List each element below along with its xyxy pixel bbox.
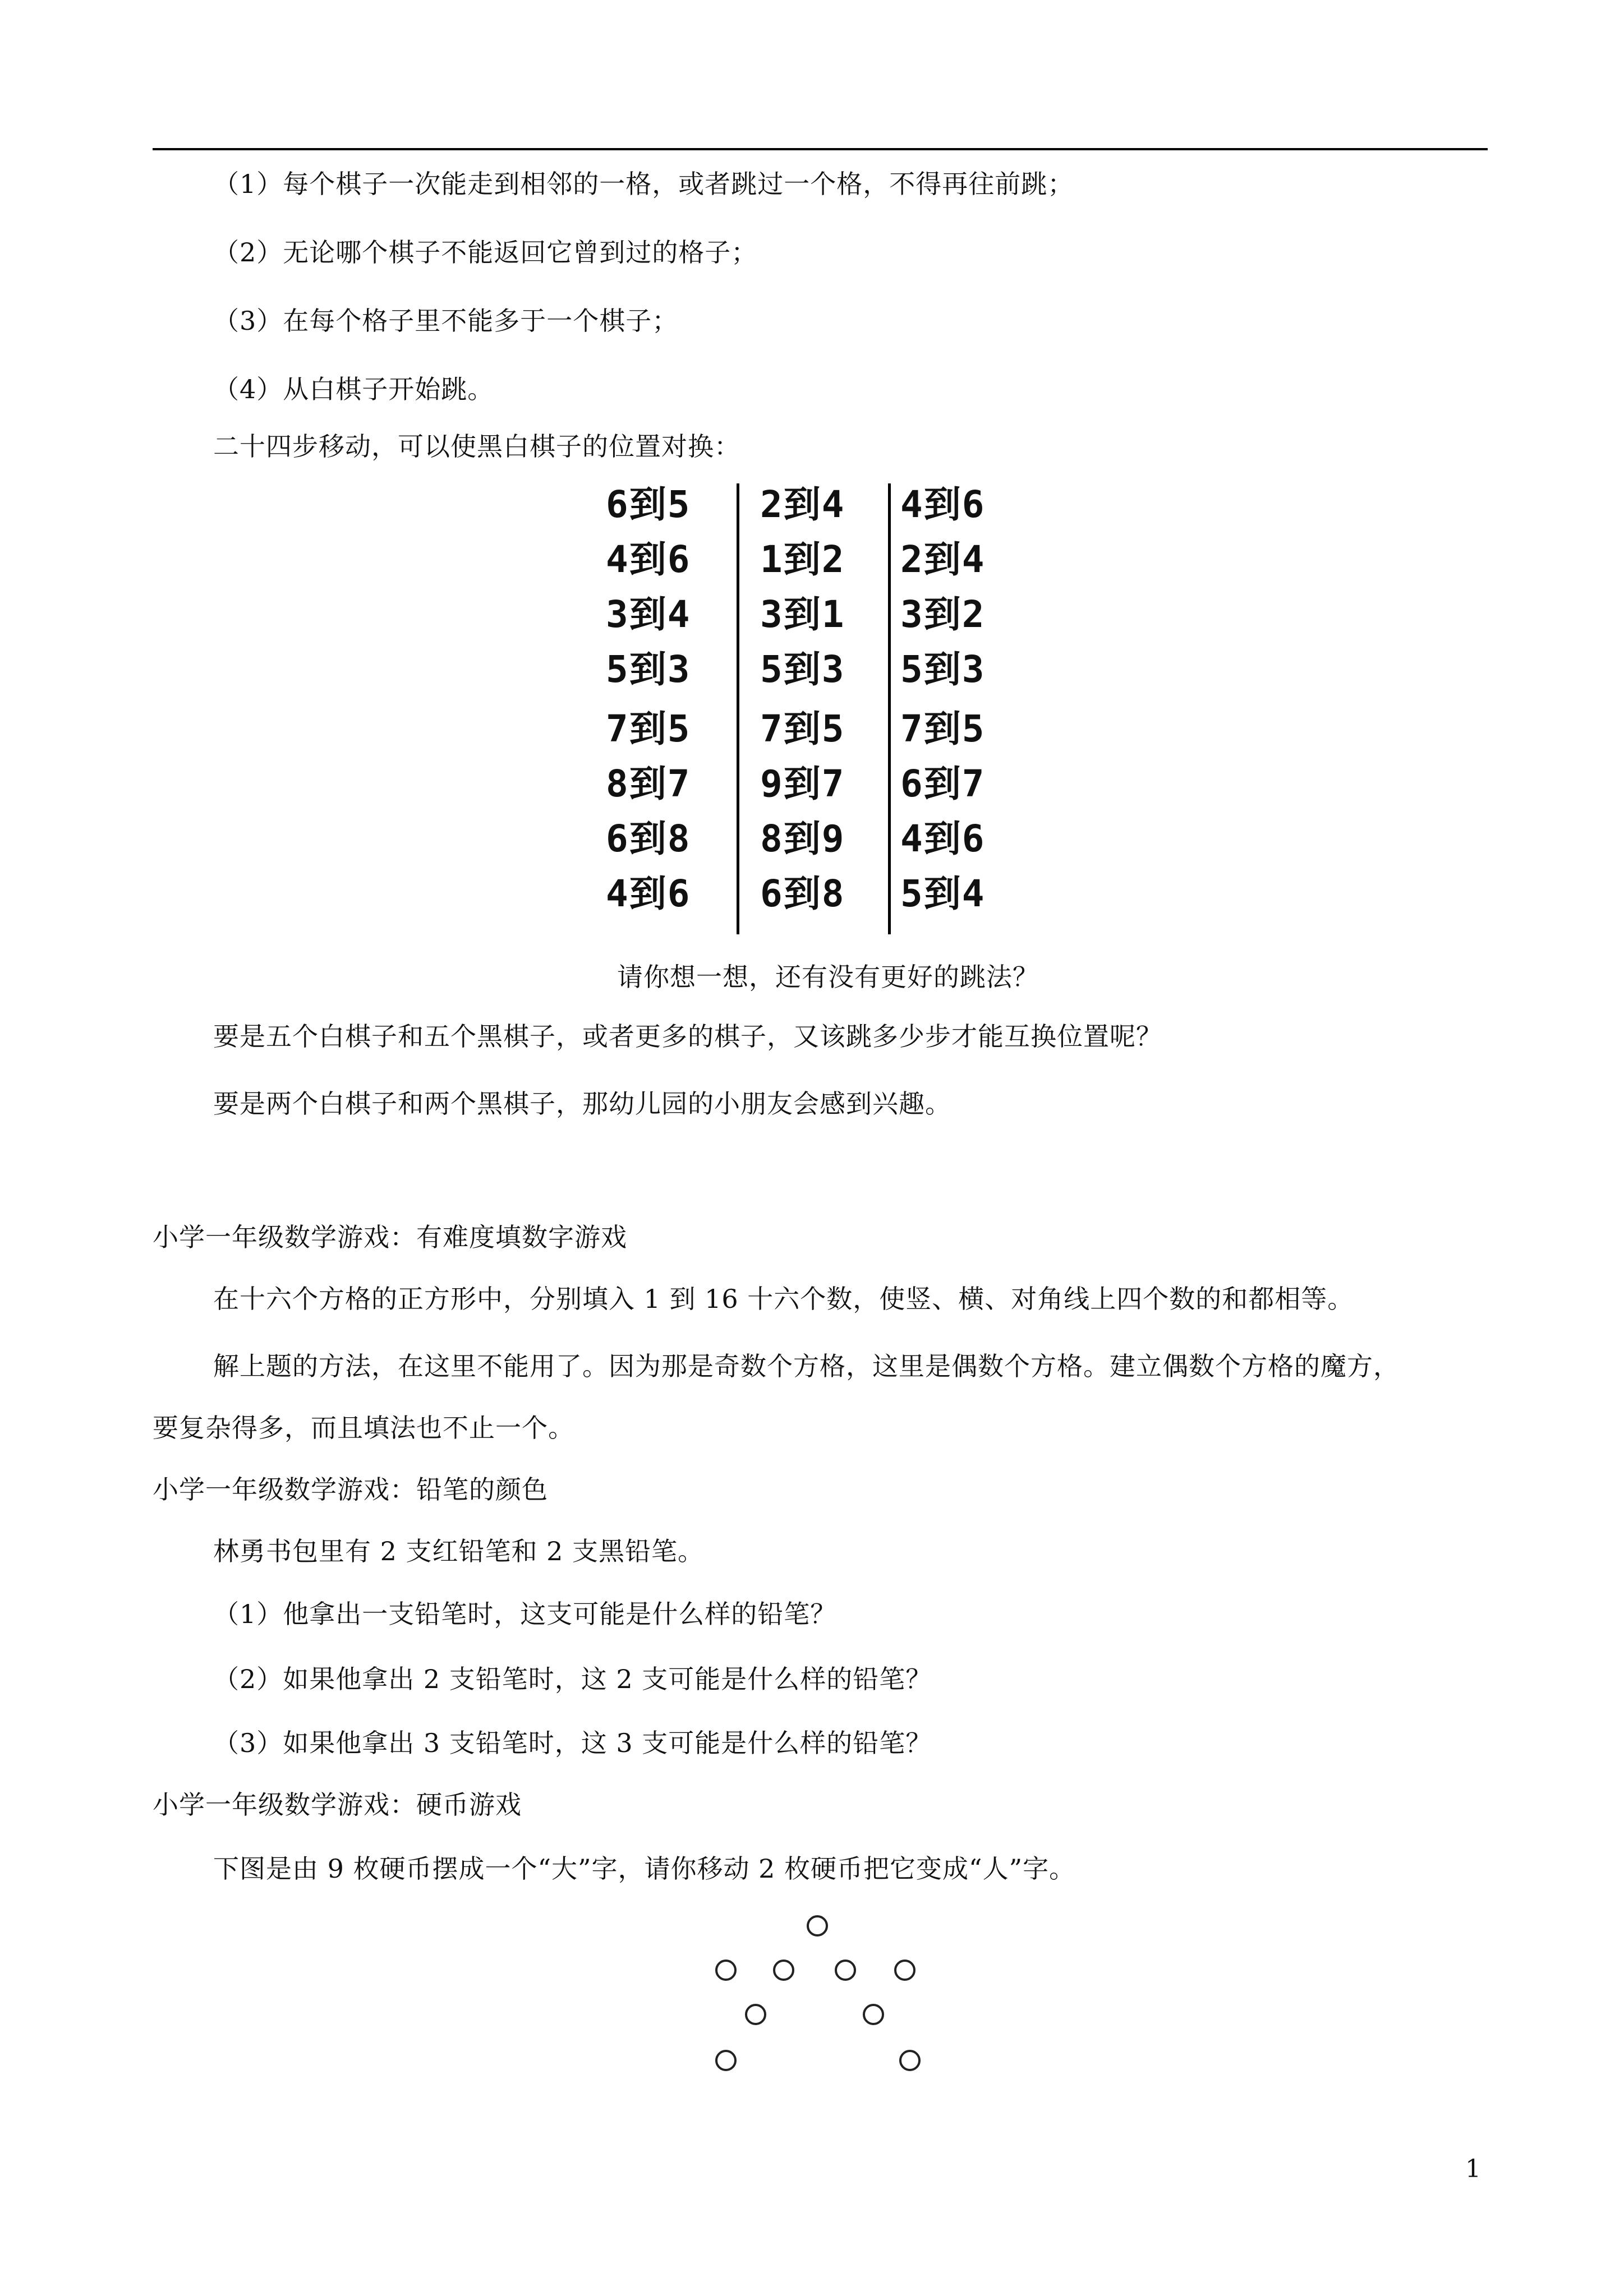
coin-paragraph: 下图是由 9 枚硬币摆成一个“大”字，请你移动 2 枚硬币把它变成“人”字。 — [213, 1854, 1076, 1884]
move-cell: 3到2 — [900, 593, 986, 636]
magic-paragraph-2b: 要复杂得多，而且填法也不止一个。 — [153, 1413, 574, 1443]
header-rule — [153, 148, 1488, 150]
move-cell: 3到4 — [606, 593, 691, 636]
move-cell: 7到5 — [606, 707, 691, 750]
move-cell: 8到9 — [760, 817, 845, 860]
coin — [835, 1960, 856, 1981]
pencil-paragraph: 林勇书包里有 2 支红铅笔和 2 支黑铅笔。 — [213, 1536, 705, 1566]
magic-paragraph-2a: 解上题的方法，在这里不能用了。因为那是奇数个方格，这里是偶数个方格。建立偶数个方格的魔方， — [213, 1351, 1400, 1381]
section-title-magic: 小学一年级数学游戏：有难度填数字游戏 — [153, 1222, 627, 1252]
coin — [715, 2050, 737, 2071]
question-center: 请你想一想，还有没有更好的跳法？ — [617, 962, 1039, 992]
move-cell: 5到4 — [900, 872, 986, 915]
coin — [715, 1960, 737, 1981]
rule-3: （3）在每个格子里不能多于一个棋子； — [213, 306, 679, 336]
move-cell: 2到4 — [900, 538, 986, 581]
move-cell: 6到8 — [606, 817, 691, 860]
coin — [773, 1960, 794, 1981]
pencil-question-2: （2）如果他拿出 2 支铅笔时，这 2 支可能是什么样的铅笔？ — [213, 1664, 932, 1694]
followup-2: 要是两个白棋子和两个黑棋子，那幼儿园的小朋友会感到兴趣。 — [213, 1089, 951, 1119]
move-cell: 6到7 — [900, 762, 986, 805]
section-title-pencil: 小学一年级数学游戏：铅笔的颜色 — [153, 1474, 548, 1505]
intro-moves: 二十四步移动，可以使黑白棋子的位置对换： — [213, 431, 740, 462]
rule-2: （2）无论哪个棋子不能返回它曾到过的格子； — [213, 237, 758, 268]
section-title-coin: 小学一年级数学游戏：硬币游戏 — [153, 1790, 522, 1820]
move-cell: 3到1 — [760, 593, 845, 636]
coin — [894, 1960, 915, 1981]
coin — [899, 2050, 921, 2071]
move-cell: 1到2 — [760, 538, 845, 581]
followup-1: 要是五个白棋子和五个黑棋子，或者更多的棋子，又该跳多少步才能互换位置呢？ — [213, 1021, 1162, 1052]
move-cell: 6到5 — [606, 483, 691, 526]
move-cell: 4到6 — [900, 483, 986, 526]
column-divider — [737, 483, 739, 934]
move-cell: 4到6 — [606, 538, 691, 581]
pencil-question-3: （3）如果他拿出 3 支铅笔时，这 3 支可能是什么样的铅笔？ — [213, 1728, 932, 1758]
coin — [745, 2004, 766, 2025]
move-cell: 5到3 — [760, 648, 845, 691]
pencil-question-1: （1）他拿出一支铅笔时，这支可能是什么样的铅笔？ — [213, 1599, 837, 1629]
coin — [863, 2004, 884, 2025]
rule-1: （1）每个棋子一次能走到相邻的一格，或者跳过一个格，不得再往前跳； — [213, 169, 1074, 199]
moves-column-1 — [606, 482, 735, 937]
move-cell: 5到3 — [606, 648, 691, 691]
move-cell: 9到7 — [760, 762, 845, 805]
rule-4: （4）从白棋子开始跳。 — [213, 374, 494, 404]
move-cell: 4到6 — [606, 872, 691, 915]
move-cell: 7到5 — [900, 707, 986, 750]
move-cell: 6到8 — [760, 872, 845, 915]
moves-column-3 — [900, 482, 1029, 937]
move-cell: 8到7 — [606, 762, 691, 805]
move-cell: 2到4 — [760, 483, 845, 526]
move-cell: 5到3 — [900, 648, 986, 691]
coin — [807, 1915, 828, 1937]
move-cell: 4到6 — [900, 817, 986, 860]
moves-column-2 — [760, 482, 889, 937]
move-cell: 7到5 — [760, 707, 845, 750]
page-number: 1 — [1465, 2155, 1481, 2183]
moves-table — [600, 482, 1015, 942]
column-divider — [888, 483, 891, 934]
magic-paragraph-1: 在十六个方格的正方形中，分别填入 1 到 16 十六个数，使竖、横、对角线上四个数的和都相等。 — [213, 1284, 1354, 1314]
